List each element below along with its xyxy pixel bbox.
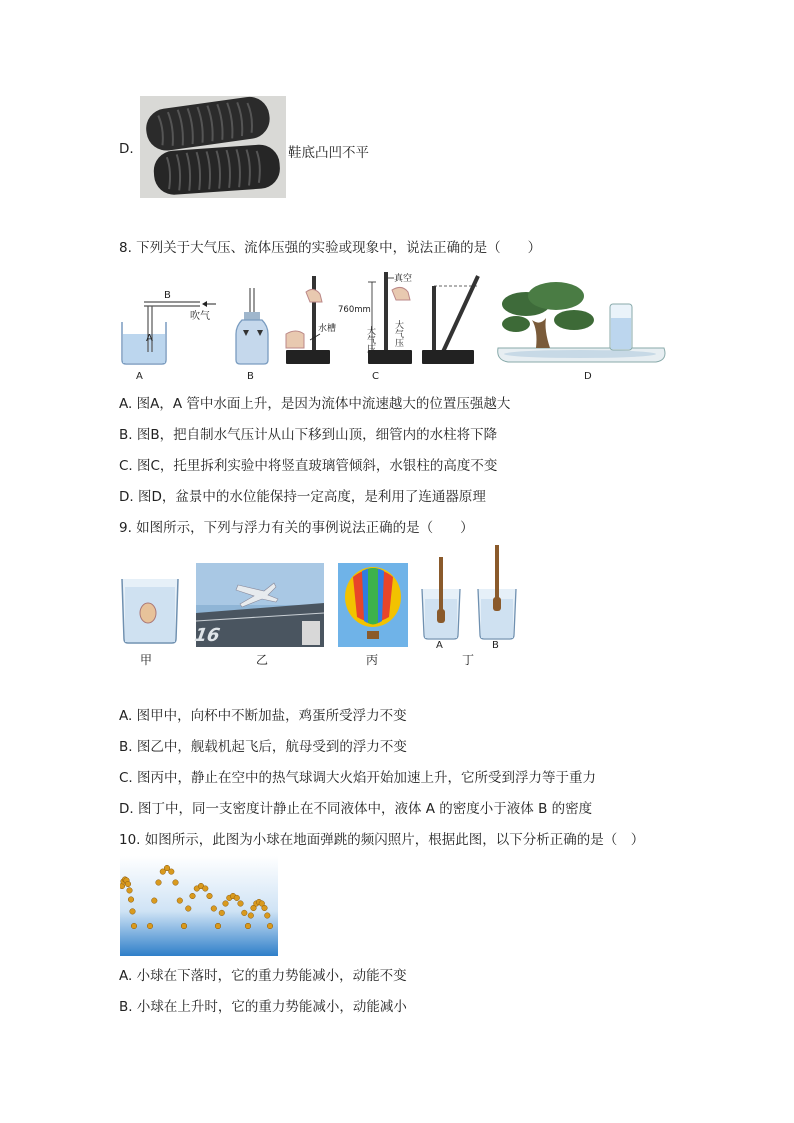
q8-option-a: A. 图A，A 管中水面上升，是因为流体中流速越大的位置压强越大 [119, 396, 511, 412]
ball-dot [147, 923, 153, 929]
q8-option-b: B. 图B，把自制水气压计从山下移到山顶，细管内的水柱将下降 [119, 427, 498, 443]
ball-dot [238, 901, 244, 907]
q9-fig-ding [422, 545, 516, 667]
q9-deck-number: 16 [190, 625, 224, 646]
q9-fig-jia [122, 579, 178, 667]
ball-dot [242, 910, 248, 916]
q8-fig-a-caption: A [136, 371, 143, 382]
ball-dot [177, 898, 183, 904]
q8-fig-a-blow: 吹气 [190, 311, 210, 322]
ball-dot [267, 923, 273, 929]
q9-stem: 9. 如图所示，下列与浮力有关的事例说法正确的是（ ） [119, 520, 474, 536]
ball-dot [181, 923, 187, 929]
ball-dot [245, 923, 251, 929]
q9-figure [116, 543, 528, 671]
ball-dot [190, 893, 196, 899]
q9-fig-bing [338, 563, 408, 667]
ball-dot [127, 888, 133, 894]
q8-fig-c-caption: C [372, 371, 379, 382]
q8-fig-a [122, 290, 216, 382]
q9-label-ding-b: B [492, 640, 499, 651]
ball-dot [207, 893, 213, 899]
ball-dot [130, 909, 136, 915]
q10-option-a: A. 小球在下落时，它的重力势能减小，动能不变 [119, 968, 407, 984]
q10-option-b: B. 小球在上升时，它的重力势能减小，动能减小 [119, 999, 407, 1015]
q9-option-d: D. 图丁中，同一支密度计静止在不同液体中，液体 A 的密度小于液体 B 的密度 [119, 801, 593, 817]
shoe-sole-photo [140, 96, 286, 198]
ball-dot [219, 910, 225, 916]
q9-label-bing: 丙 [366, 653, 379, 667]
ball-dot [215, 923, 221, 929]
q8-fig-c [286, 272, 478, 382]
q9-label-ding-a: A [436, 640, 443, 651]
ball-dot [223, 901, 229, 907]
q8-fig-d-caption: D [584, 371, 592, 382]
ball-dot [211, 906, 217, 912]
q7-option-d-text: 鞋底凸凹不平 [288, 145, 369, 161]
ball-dot [152, 898, 158, 904]
ball-dot [156, 880, 162, 886]
q8-figure [116, 268, 672, 386]
ball-dot [203, 886, 209, 892]
q7-option-d-letter: D. [119, 141, 134, 157]
ball-dot [173, 880, 179, 886]
q8-option-c: C. 图C，托里拆利实验中将竖直玻璃管倾斜，水银柱的高度不变 [119, 458, 498, 474]
q8-fig-a-label-b: B [164, 290, 171, 301]
ball-dot [234, 895, 240, 901]
ball-dot [265, 913, 271, 919]
ball-dot [169, 869, 175, 875]
q9-label-ding: 丁 [462, 653, 475, 667]
q8-fig-c-tank: 水槽 [318, 324, 337, 334]
q9-option-c: C. 图丙中，静止在空中的热气球调大火焰开始加速上升，它所受到浮力等于重力 [119, 770, 597, 786]
q9-label-yi: 乙 [256, 653, 269, 667]
ball-dot [131, 923, 137, 929]
q8-fig-b-caption: B [247, 371, 254, 382]
q8-fig-a-tube-label: A [146, 333, 153, 344]
q10-stem: 10. 如图所示，此图为小球在地面弹跳的频闪照片，根据此图，以下分析正确的是（ ） [119, 832, 645, 848]
q8-fig-c-760: 760mm [338, 305, 371, 315]
q9-option-b: B. 图乙中，舰载机起飞后，航母受到的浮力不变 [119, 739, 407, 755]
q9-fig-yi [191, 563, 324, 667]
bouncing-ball-photo [120, 856, 278, 956]
ball-dot [262, 905, 268, 911]
ball-dot [186, 906, 192, 912]
q8-fig-c-vacuum: 真空 [394, 274, 413, 284]
ball-dot [248, 913, 254, 919]
q8-option-d: D. 图D，盆景中的水位能保持一定高度，是利用了连通器原理 [119, 489, 486, 505]
ball-dot [128, 897, 134, 903]
q8-stem: 8. 下列关于大气压、流体压强的实验或现象中，说法正确的是（ ） [119, 240, 542, 256]
q8-fig-c-atm-1: 大气压 [365, 326, 375, 353]
q8-fig-d [498, 282, 665, 382]
ball-dot [125, 881, 131, 887]
q9-label-jia: 甲 [140, 653, 153, 667]
q9-option-a: A. 图甲中，向杯中不断加盐，鸡蛋所受浮力不变 [119, 708, 407, 724]
q8-fig-b [236, 288, 268, 382]
q8-fig-c-atm-2: 大气压 [393, 320, 403, 347]
